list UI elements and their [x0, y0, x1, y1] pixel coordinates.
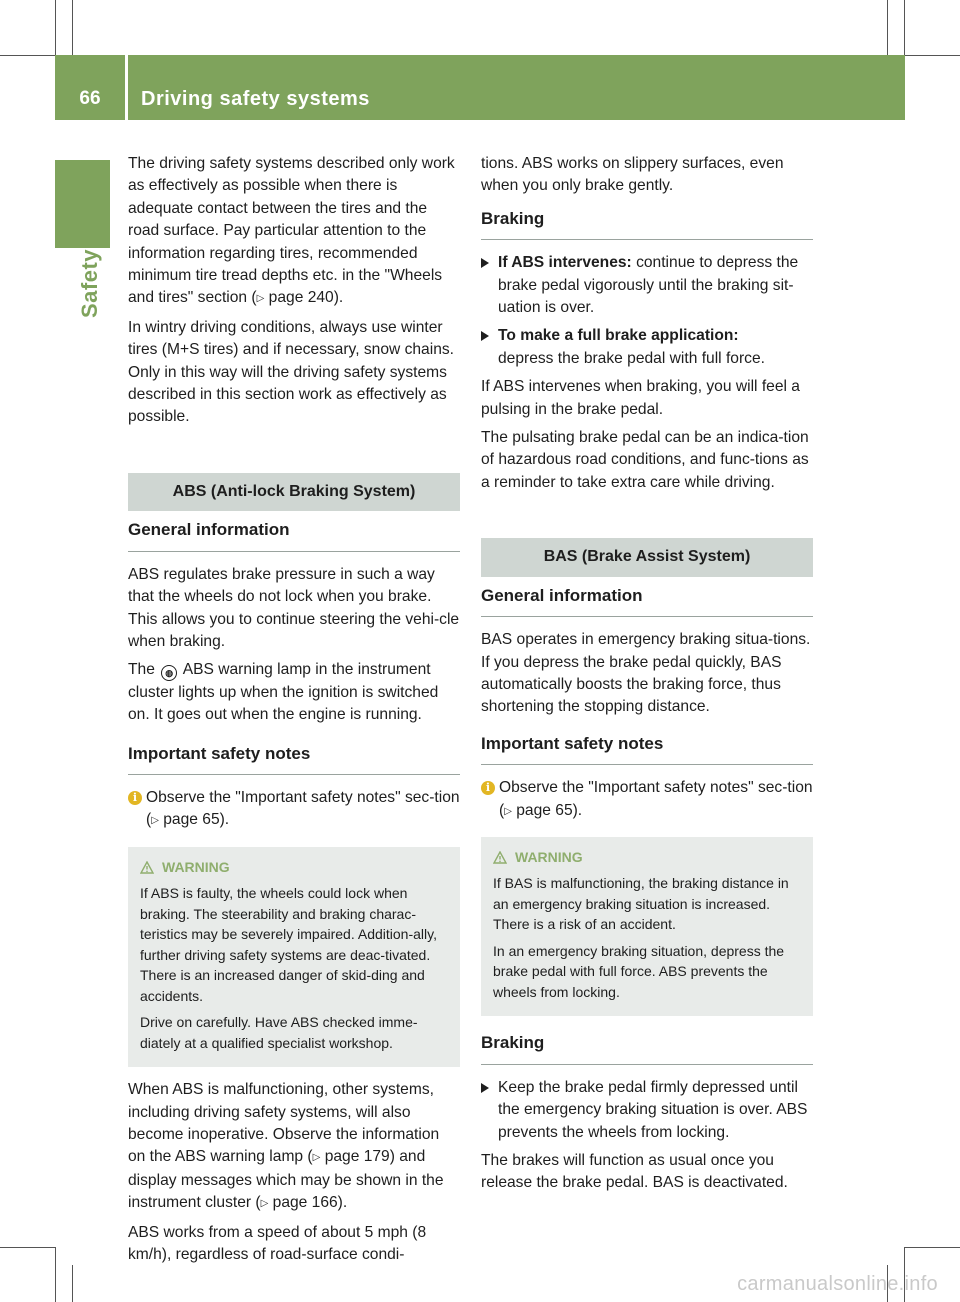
- warning-title: WARNING: [515, 848, 583, 865]
- lamp-text-a: The: [128, 661, 155, 679]
- step-label: If ABS intervenes:: [498, 254, 632, 272]
- warning-title: WARNING: [162, 858, 230, 875]
- ref-triangle-icon: ▷: [151, 815, 159, 827]
- warning-triangle-icon: [493, 851, 507, 864]
- general-info-heading: General information: [481, 577, 813, 617]
- crop-mark: [905, 1247, 960, 1248]
- side-label: Safety: [77, 248, 102, 318]
- warning-text: Drive on carefully. Have ABS checked imme-diately at a qualified specialist workshop.: [140, 1014, 418, 1051]
- step-text: Keep the brake pedal firmly depressed until the emergency braking situation is over. ABS prevents the wheels from locking.: [498, 1078, 808, 1141]
- info-note: [481, 777, 813, 823]
- header-divider: [125, 55, 128, 120]
- spacer: [128, 775, 460, 787]
- final-paragraph: The brakes will function as usual once you release the brake pedal. BAS is deactivated.: [481, 1152, 788, 1192]
- crop-mark: [55, 0, 56, 55]
- crop-mark: [0, 1247, 55, 1248]
- step-text: continue to depress the brake pedal vigorously until the braking sit-uation is over.: [498, 254, 799, 317]
- abs-section-band: ABS (Anti-lock Braking System): [128, 473, 460, 511]
- braking-heading: Braking: [481, 204, 813, 240]
- page-ref-link[interactable]: page 179) and display messages which may be shown in the instrument cluster (: [128, 1148, 444, 1212]
- info-icon: i: [481, 781, 495, 795]
- abs-lamp-paragraph: [128, 659, 460, 726]
- safety-notes-heading: Important safety notes: [128, 735, 460, 775]
- warning-text: If BAS is malfunctioning, the braking distance in an emergency braking situation is increased. There is a risk of an accident.: [493, 875, 789, 933]
- warning-box: [128, 847, 460, 1068]
- side-tab: [55, 160, 110, 248]
- crop-mark: [0, 55, 55, 56]
- page-number: 66: [79, 88, 101, 109]
- page-ref-link[interactable]: page 240).: [268, 289, 344, 307]
- info-text: Observe the "Important safety notes" sec-tion (: [499, 779, 813, 819]
- abs-general-paragraph: ABS regulates brake pressure in such a way that the wheels do not lock when you brake. This allows you to continue steering the vehi-cle when braking.: [128, 565, 460, 650]
- braking-heading: Braking: [481, 1028, 813, 1064]
- watermark: carmanualsonline.info: [737, 1273, 938, 1295]
- crop-mark: [72, 0, 73, 55]
- spacer: [481, 1065, 813, 1077]
- crop-mark: [905, 55, 960, 56]
- step-arrow-icon: [481, 1083, 489, 1093]
- step-arrow-icon: [481, 258, 489, 268]
- spacer: [481, 617, 813, 629]
- step-arrow-icon: [481, 331, 489, 341]
- pulsing-paragraph: The pulsating brake pedal can be an indica-tion of hazardous road conditions, and func-tions as a reminder to take extra care while driving.: [481, 429, 809, 491]
- crop-mark: [55, 1247, 56, 1302]
- right-column: [481, 153, 813, 1201]
- warning-triangle-icon: [140, 861, 154, 874]
- ref-triangle-icon: ▷: [260, 1198, 269, 1210]
- intro-paragraph: [128, 153, 460, 311]
- step-item: [481, 1077, 813, 1144]
- ref-triangle-icon: ▷: [256, 293, 265, 305]
- general-info-heading: General information: [128, 511, 460, 551]
- crop-mark: [904, 0, 905, 55]
- spacer: [481, 500, 813, 538]
- ref-triangle-icon: ▷: [504, 805, 512, 817]
- left-column: [128, 153, 460, 1273]
- spacer: [128, 435, 460, 473]
- ref-triangle-icon: ▷: [312, 1152, 321, 1164]
- malf-text: When ABS is malfunctioning, other systems, including driving safety systems, will also become inoperative. Observe the information on the ABS warning lamp (: [128, 1081, 440, 1166]
- info-text: Observe the "Important safety notes" sec-tion (: [146, 788, 460, 829]
- step-item: [481, 252, 813, 319]
- intro-text: The driving safety systems described only work as effectively as possible when there is adequate contact between the tires and the road surface. Pay particular attention to the information regarding tires, recommended minimum tire tread depths etc. in the "Wheels and tires" section (: [128, 155, 455, 307]
- winter-paragraph: In wintry driving conditions, always use winter tires (M+S tires) and if necessary, snow chains. Only in this way will the driving safety systems described in this section work as effectively as possible.: [128, 318, 454, 426]
- page-ref-link[interactable]: page 166).: [272, 1194, 348, 1212]
- bas-section-band: BAS (Brake Assist System): [481, 538, 813, 576]
- speed-paragraph: ABS works from a speed of about 5 mph (8 km/h), regardless of road-surface condi-: [128, 1223, 427, 1264]
- info-icon: i: [128, 791, 142, 805]
- spacer: [128, 552, 460, 564]
- warning-text: If ABS is faulty, the wheels could lock when braking. The steerability and braking charac-teristics may be severely impaired. Addition-ally, further driving safety systems are deac-tivated. There is an increased danger of skid-ding and accidents.: [140, 885, 437, 1004]
- crop-mark: [887, 0, 888, 55]
- lamp-text-b: ABS warning lamp in the instrument cluster lights up when the ignition is switched on. It goes out when the engine is running.: [128, 661, 439, 724]
- section-title: Driving safety systems: [141, 88, 370, 110]
- info-note: [128, 787, 460, 833]
- intervene-paragraph: If ABS intervenes when braking, you will feel a pulsing in the brake pedal.: [481, 378, 800, 418]
- safety-notes-heading: Important safety notes: [481, 725, 813, 765]
- spacer: [481, 765, 813, 777]
- step-label: To make a full brake application:: [498, 327, 739, 345]
- malfunction-paragraph: [128, 1079, 460, 1215]
- warning-box: [481, 837, 813, 1017]
- page-ref-link[interactable]: page 65).: [163, 811, 230, 829]
- warning-text: In an emergency braking situation, depress the brake pedal with full force. ABS prevents the wheels from locking.: [493, 942, 785, 1000]
- bas-general-paragraph: BAS operates in emergency braking situa-tions. If you depress the brake pedal quickly, BAS automatically boosts the braking force, thus shortening the stopping distance.: [481, 631, 811, 716]
- warning-header: [493, 847, 801, 868]
- abs-warning-lamp-icon: ◍: [161, 665, 177, 681]
- page-ref-link[interactable]: page 65).: [516, 801, 583, 819]
- crop-mark: [72, 1265, 73, 1302]
- spacer: [481, 240, 813, 252]
- step-text: depress the brake pedal with full force.: [498, 349, 765, 367]
- continued-paragraph: tions. ABS works on slippery surfaces, even when you only brake gently.: [481, 155, 784, 195]
- warning-header: [140, 857, 448, 878]
- step-item: [481, 325, 813, 370]
